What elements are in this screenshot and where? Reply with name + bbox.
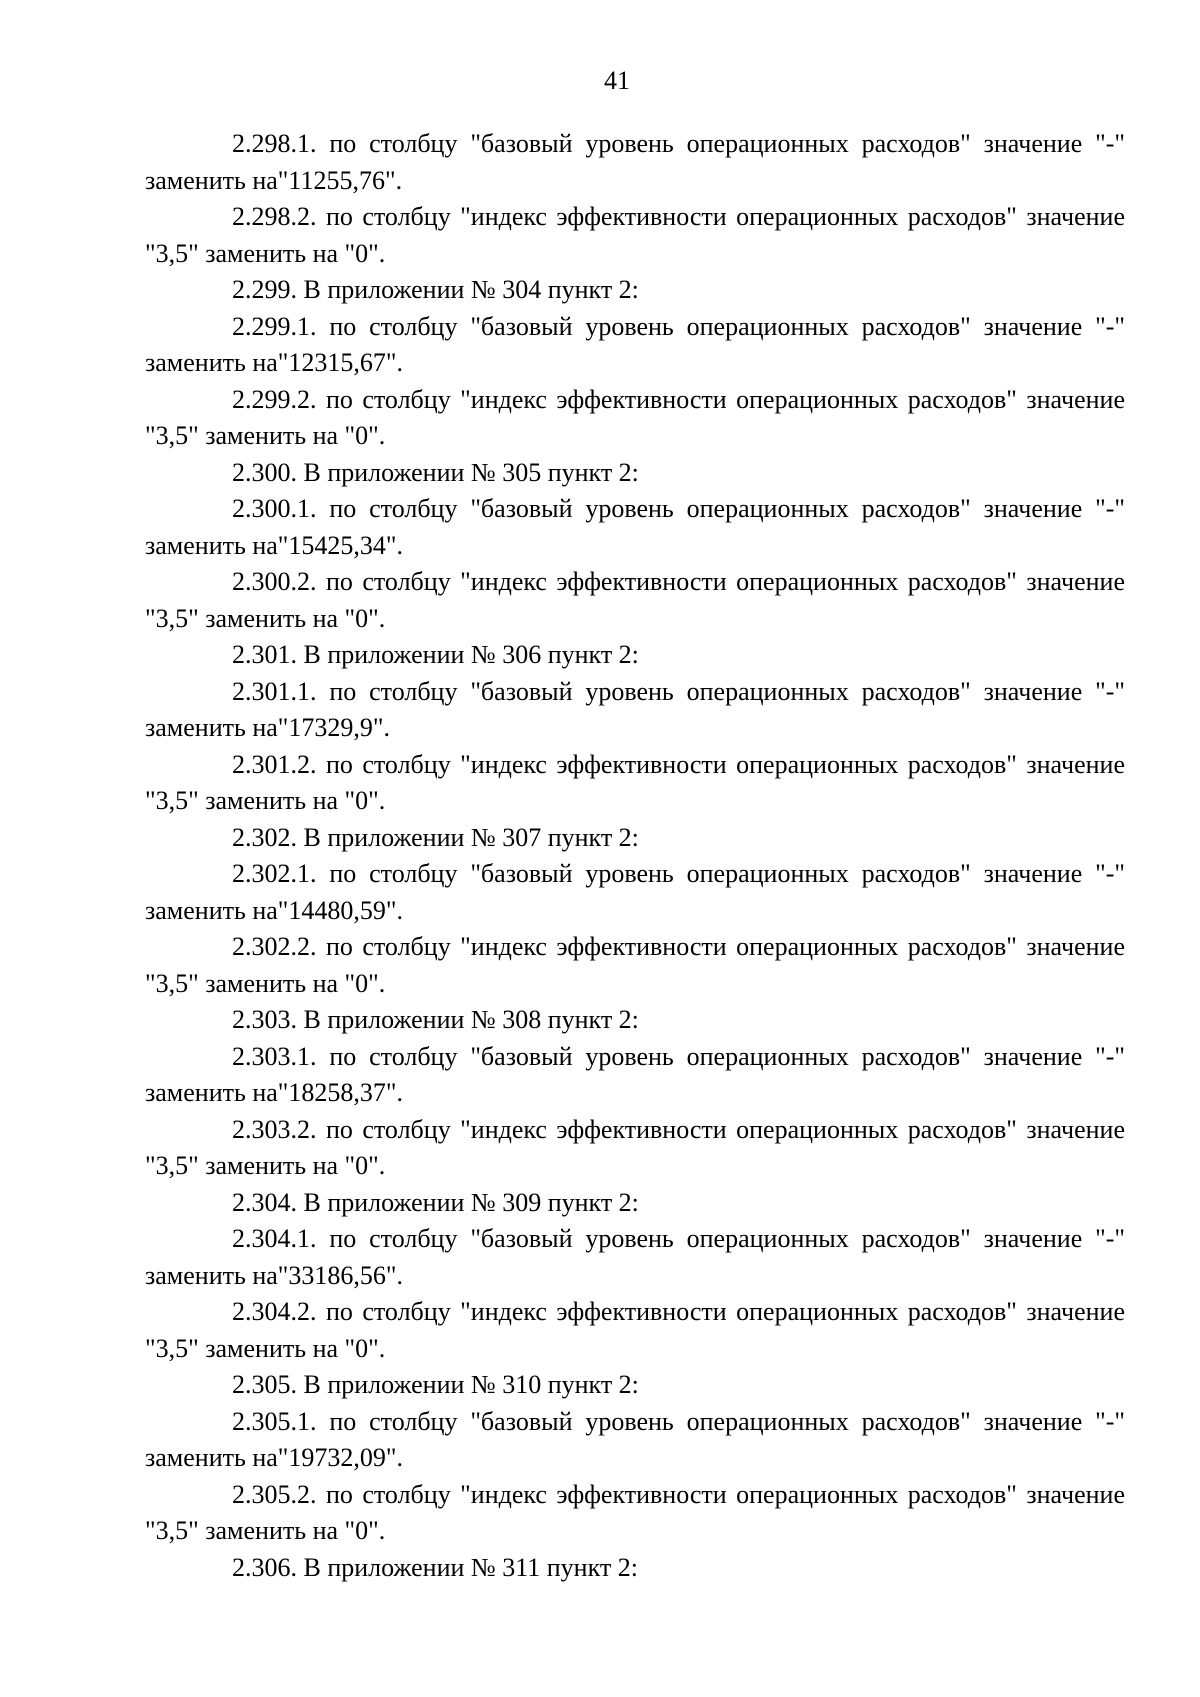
- paragraph: 2.302.2. по столбцу "индекс эффективности операционных расходов" значение "3,5" заменить на "0".: [145, 932, 1125, 998]
- paragraph: 2.298.2. по столбцу "индекс эффективности операционных расходов" значение "3,5" заменить на "0".: [145, 202, 1125, 268]
- paragraph: 2.301.1. по столбцу "базовый уровень операционных расходов" значение "-" заменить на"17329,9".: [145, 676, 1125, 742]
- paragraph: 2.304.2. по столбцу "индекс эффективности операционных расходов" значение "3,5" заменить на "0".: [145, 1297, 1125, 1363]
- paragraph: 2.305.1. по столбцу "базовый уровень операционных расходов" значение "-" заменить на"19732,09".: [145, 1406, 1125, 1472]
- paragraph: 2.298.1. по столбцу "базовый уровень операционных расходов" значение "-" заменить на"11255,76".: [145, 129, 1125, 195]
- paragraph: 2.299.1. по столбцу "базовый уровень операционных расходов" значение "-" заменить на"12315,67".: [145, 311, 1125, 377]
- document-body: [145, 126, 1125, 1586]
- paragraph: 2.299. В приложении № 304 пункт 2:: [232, 275, 639, 304]
- paragraph: 2.303.1. по столбцу "базовый уровень операционных расходов" значение "-" заменить на"18258,37".: [145, 1041, 1125, 1107]
- paragraph: 2.302. В приложении № 307 пункт 2:: [232, 822, 639, 852]
- paragraph: 2.301.2. по столбцу "индекс эффективности операционных расходов" значение "3,5" заменить на "0".: [145, 749, 1125, 815]
- paragraph: 2.305. В приложении № 310 пункт 2:: [232, 1370, 639, 1399]
- paragraph: 2.300. В приложении № 305 пункт 2:: [232, 457, 639, 487]
- paragraph: 2.300.1. по столбцу "базовый уровень операционных расходов" значение "-" заменить на"15425,34".: [145, 494, 1125, 560]
- paragraph: 2.305.2. по столбцу "индекс эффективности операционных расходов" значение "3,5" заменить на "0".: [145, 1479, 1125, 1545]
- paragraph: 2.299.2. по столбцу "индекс эффективности операционных расходов" значение "3,5" заменить на "0".: [145, 384, 1125, 450]
- paragraph: 2.304. В приложении № 309 пункт 2:: [232, 1187, 639, 1217]
- paragraph: 2.303. В приложении № 308 пункт 2:: [232, 1005, 639, 1034]
- paragraph: 2.302.1. по столбцу "базовый уровень операционных расходов" значение "-" заменить на"14480,59".: [145, 859, 1125, 925]
- paragraph: 2.303.2. по столбцу "индекс эффективности операционных расходов" значение "3,5" заменить на "0".: [145, 1114, 1125, 1180]
- paragraph: 2.300.2. по столбцу "индекс эффективности операционных расходов" значение "3,5" заменить на "0".: [145, 567, 1125, 633]
- paragraph: 2.304.1. по столбцу "базовый уровень операционных расходов" значение "-" заменить на"33186,56".: [145, 1224, 1125, 1290]
- paragraph: 2.306. В приложении № 311 пункт 2:: [232, 1552, 638, 1582]
- paragraph: 2.301. В приложении № 306 пункт 2:: [232, 640, 639, 669]
- page-number: 41: [604, 66, 630, 95]
